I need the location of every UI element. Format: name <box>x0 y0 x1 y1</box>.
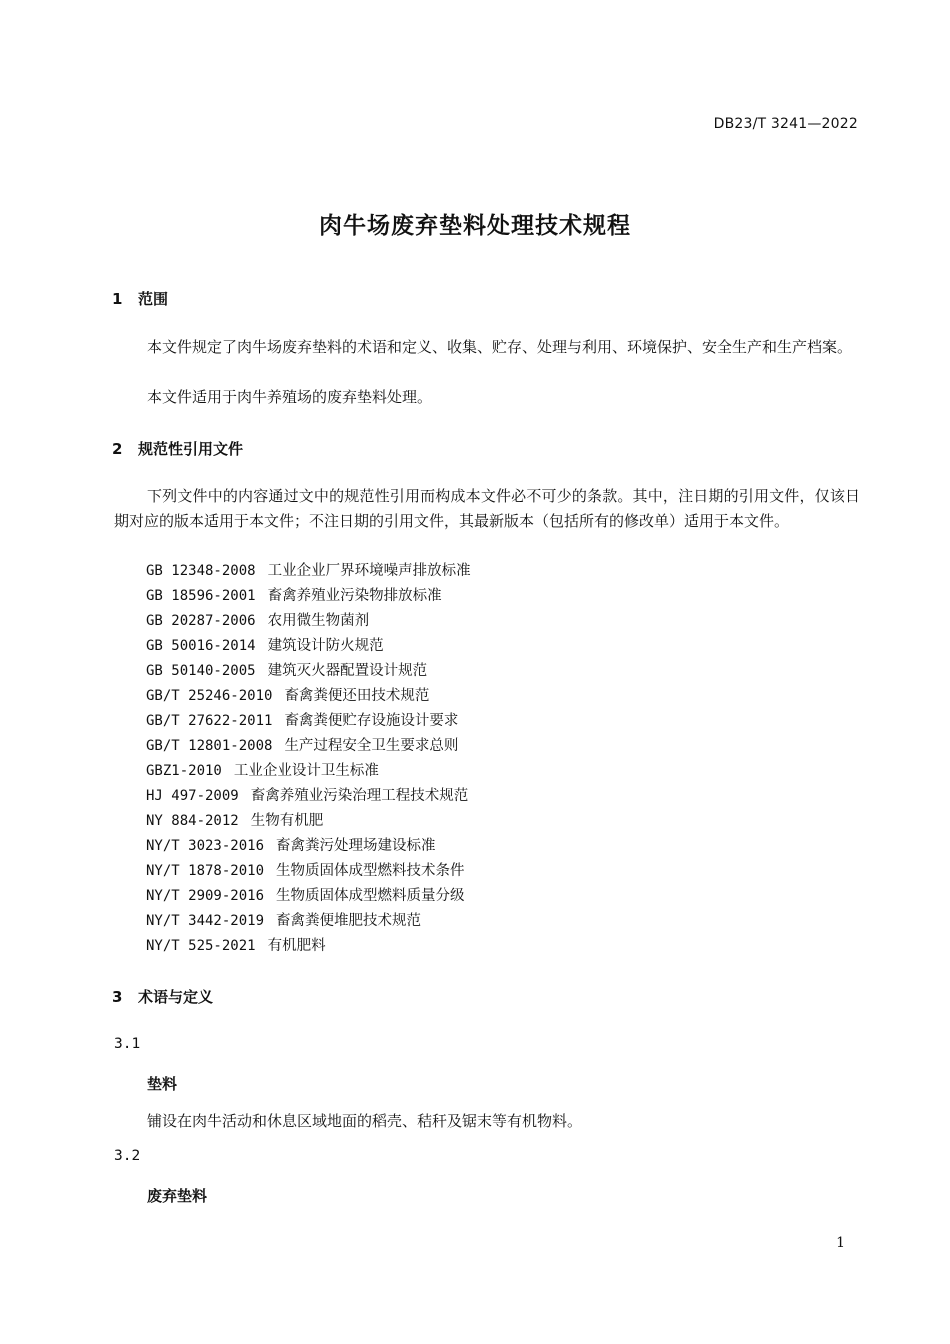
reference-code: GBZ1-2010 <box>146 763 222 779</box>
reference-code: GB 50016-2014 <box>146 638 256 654</box>
page-number: 1 <box>836 1235 845 1251</box>
reference-code: GB 20287-2006 <box>146 613 256 629</box>
reference-title: 生物有机肥 <box>250 813 324 829</box>
reference-title: 生产过程安全卫生要求总则 <box>284 738 459 754</box>
reference-title: 建筑灭火器配置设计规范 <box>267 663 428 679</box>
term-definition: 铺设在肉牛活动和休息区域地面的稻壳、秸秆及锯末等有机物料。 <box>147 1112 583 1130</box>
reference-item <box>146 859 471 884</box>
reference-item <box>146 884 471 909</box>
reference-code: GB/T 12801-2008 <box>146 738 273 754</box>
reference-list <box>146 559 471 959</box>
reference-title: 畜禽养殖业污染治理工程技术规范 <box>250 788 469 804</box>
section-heading-normative-references <box>112 438 243 459</box>
section-heading-scope <box>112 288 168 309</box>
document-code: DB23/T 3241—2022 <box>713 116 858 132</box>
reference-code: GB 12348-2008 <box>146 563 256 579</box>
section-number: 2 <box>112 440 123 458</box>
reference-code: NY/T 2909-2016 <box>146 888 265 904</box>
reference-code: NY/T 1878-2010 <box>146 863 265 879</box>
section-title: 术语与定义 <box>138 988 214 1006</box>
reference-item <box>146 609 471 634</box>
reference-item <box>146 659 471 684</box>
normative-intro-paragraph: 下列文件中的内容通过文中的规范性引用而构成本文件必不可少的条款。其中，注日期的引用文件，仅该日期对应的版本适用于本文件；不注日期的引用文件，其最新版本（包括所有的修改单）适用于本文件。 <box>114 487 860 530</box>
reference-code: GB 18596-2001 <box>146 588 256 604</box>
reference-item <box>146 759 471 784</box>
reference-item <box>146 709 471 734</box>
term-number: 3.1 <box>114 1036 141 1052</box>
reference-title: 有机肥料 <box>267 938 326 954</box>
term-number: 3.2 <box>114 1148 141 1164</box>
scope-paragraph-1: 本文件规定了肉牛场废弃垫料的术语和定义、收集、贮存、处理与利用、环境保护、安全生产和生产档案。 <box>147 338 853 356</box>
reference-title: 农用微生物菌剂 <box>267 613 370 629</box>
scope-paragraph-2: 本文件适用于肉牛养殖场的废弃垫料处理。 <box>147 388 433 406</box>
reference-title: 畜禽粪便还田技术规范 <box>284 688 430 704</box>
reference-code: NY/T 3023-2016 <box>146 838 265 854</box>
reference-item <box>146 834 471 859</box>
reference-title: 畜禽粪便堆肥技术规范 <box>276 913 422 929</box>
reference-code: GB/T 27622-2011 <box>146 713 273 729</box>
reference-code: NY 884-2012 <box>146 813 239 829</box>
reference-title: 畜禽粪污处理场建设标准 <box>276 838 436 854</box>
reference-title: 工业企业厂界环境噪声排放标准 <box>267 563 471 579</box>
reference-title: 工业企业设计卫生标准 <box>233 763 379 779</box>
section-title: 规范性引用文件 <box>138 440 244 458</box>
reference-title: 畜禽粪便贮存设施设计要求 <box>284 713 459 729</box>
term-name: 废弃垫料 <box>147 1187 208 1205</box>
reference-title: 畜禽养殖业污染物排放标准 <box>267 588 442 604</box>
section-number: 3 <box>112 988 123 1006</box>
reference-title: 生物质固体成型燃料质量分级 <box>276 888 465 904</box>
reference-code: NY/T 525-2021 <box>146 938 256 954</box>
reference-code: GB 50140-2005 <box>146 663 256 679</box>
reference-item <box>146 634 471 659</box>
reference-item <box>146 584 471 609</box>
reference-code: NY/T 3442-2019 <box>146 913 265 929</box>
reference-item <box>146 934 471 959</box>
document-title: 肉牛场废弃垫料处理技术规程 <box>319 213 631 239</box>
reference-item <box>146 684 471 709</box>
reference-code: HJ 497-2009 <box>146 788 239 804</box>
section-heading-terms <box>112 986 213 1007</box>
reference-item <box>146 809 471 834</box>
reference-code: GB/T 25246-2010 <box>146 688 273 704</box>
reference-title: 建筑设计防火规范 <box>267 638 384 654</box>
section-title: 范围 <box>138 290 169 308</box>
reference-item <box>146 784 471 809</box>
reference-item <box>146 559 471 584</box>
reference-item <box>146 909 471 934</box>
section-number: 1 <box>112 290 123 308</box>
reference-title: 生物质固体成型燃料技术条件 <box>276 863 465 879</box>
reference-item <box>146 734 471 759</box>
term-name: 垫料 <box>147 1075 178 1093</box>
